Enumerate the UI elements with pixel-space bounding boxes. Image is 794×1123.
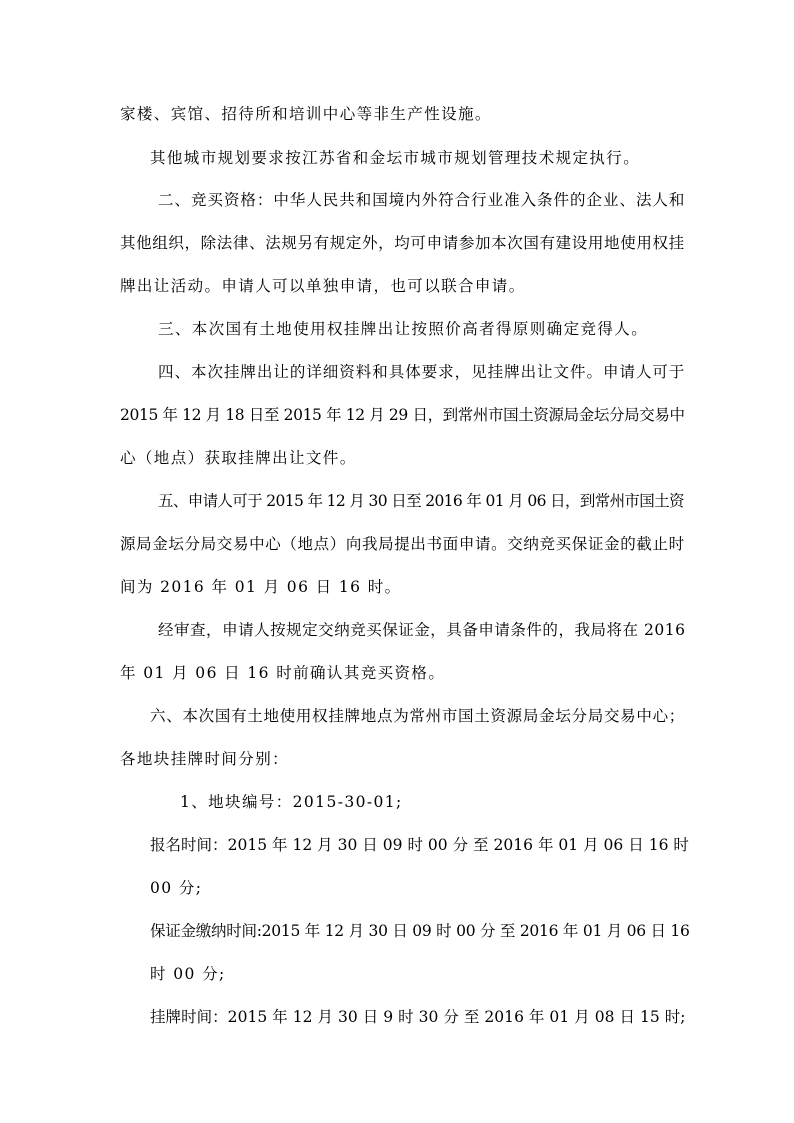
text-line-6: 三、本次国有土地使用权挂牌出让按照价高者得原则确定竞得人。 [158,320,649,338]
text-line-19: 00 分; [150,879,203,897]
text-line-22: 挂牌时间：2015 年 12 月 30 日 9 时 30 分 至 2016 年 01 月 08 日 15 时; [150,1008,686,1026]
text-line-9: 心（地点）获取挂牌出让文件。 [120,449,357,467]
text-line-4: 其他组织，除法律、法规另有规定外，均可申请参加本次国有建设用地使用权挂 [120,234,685,252]
text-line-5: 牌出让活动。申请人可以单独申请，也可以联合申请。 [120,277,526,295]
text-line-8: 2015 年 12 月 18 日至 2015 年 12 月 29 日，到常州市国土资源局金坛分局交易中 [120,406,685,424]
text-line-13: 经审查，申请人按规定交纳竞买保证金，具备申请条件的，我局将在 2016 [158,621,686,639]
text-line-18: 报名时间：2015 年 12 月 30 日 09 时 00 分 至 2016 年 01 月 06 日 16 时 [150,836,689,854]
text-line-10: 五、申请人可于 2015 年 12 月 30 日至 2016 年 01 月 06 日，到常州市国土资 [158,492,684,510]
text-line-14: 年 01 月 06 日 16 时前确认其竞买资格。 [120,664,446,682]
text-line-16: 各地块挂牌时间分别： [120,750,290,768]
text-line-1: 家楼、宾馆、招待所和培训中心等非生产性设施。 [120,105,492,123]
text-line-15: 六、本次国有土地使用权挂牌地点为常州市国土资源局金坛分局交易中心； [150,707,686,725]
text-line-20: 保证金缴纳时间:2015 年 12 月 30 日 09 时 00 分 至 2016 年 01 月 06 日 16 [150,922,690,940]
text-line-2: 其他城市规划要求按江苏省和金坛市城市规划管理技术规定执行。 [150,149,641,167]
text-line-7: 四、本次挂牌出让的详细资料和具体要求，见挂牌出让文件。申请人可于 [158,363,686,381]
text-line-3: 二、竞买资格：中华人民共和国境内外符合行业准入条件的企业、法人和 [158,191,686,209]
text-line-21: 时 00 分; [150,965,226,983]
text-line-12: 间为 2016 年 01 月 06 日 16 时。 [120,578,402,596]
text-line-11: 源局金坛分局交易中心（地点）向我局提出书面申请。交纳竞买保证金的截止时 [120,535,685,553]
text-line-17: 1、地块编号：2015-30-01; [180,793,403,811]
